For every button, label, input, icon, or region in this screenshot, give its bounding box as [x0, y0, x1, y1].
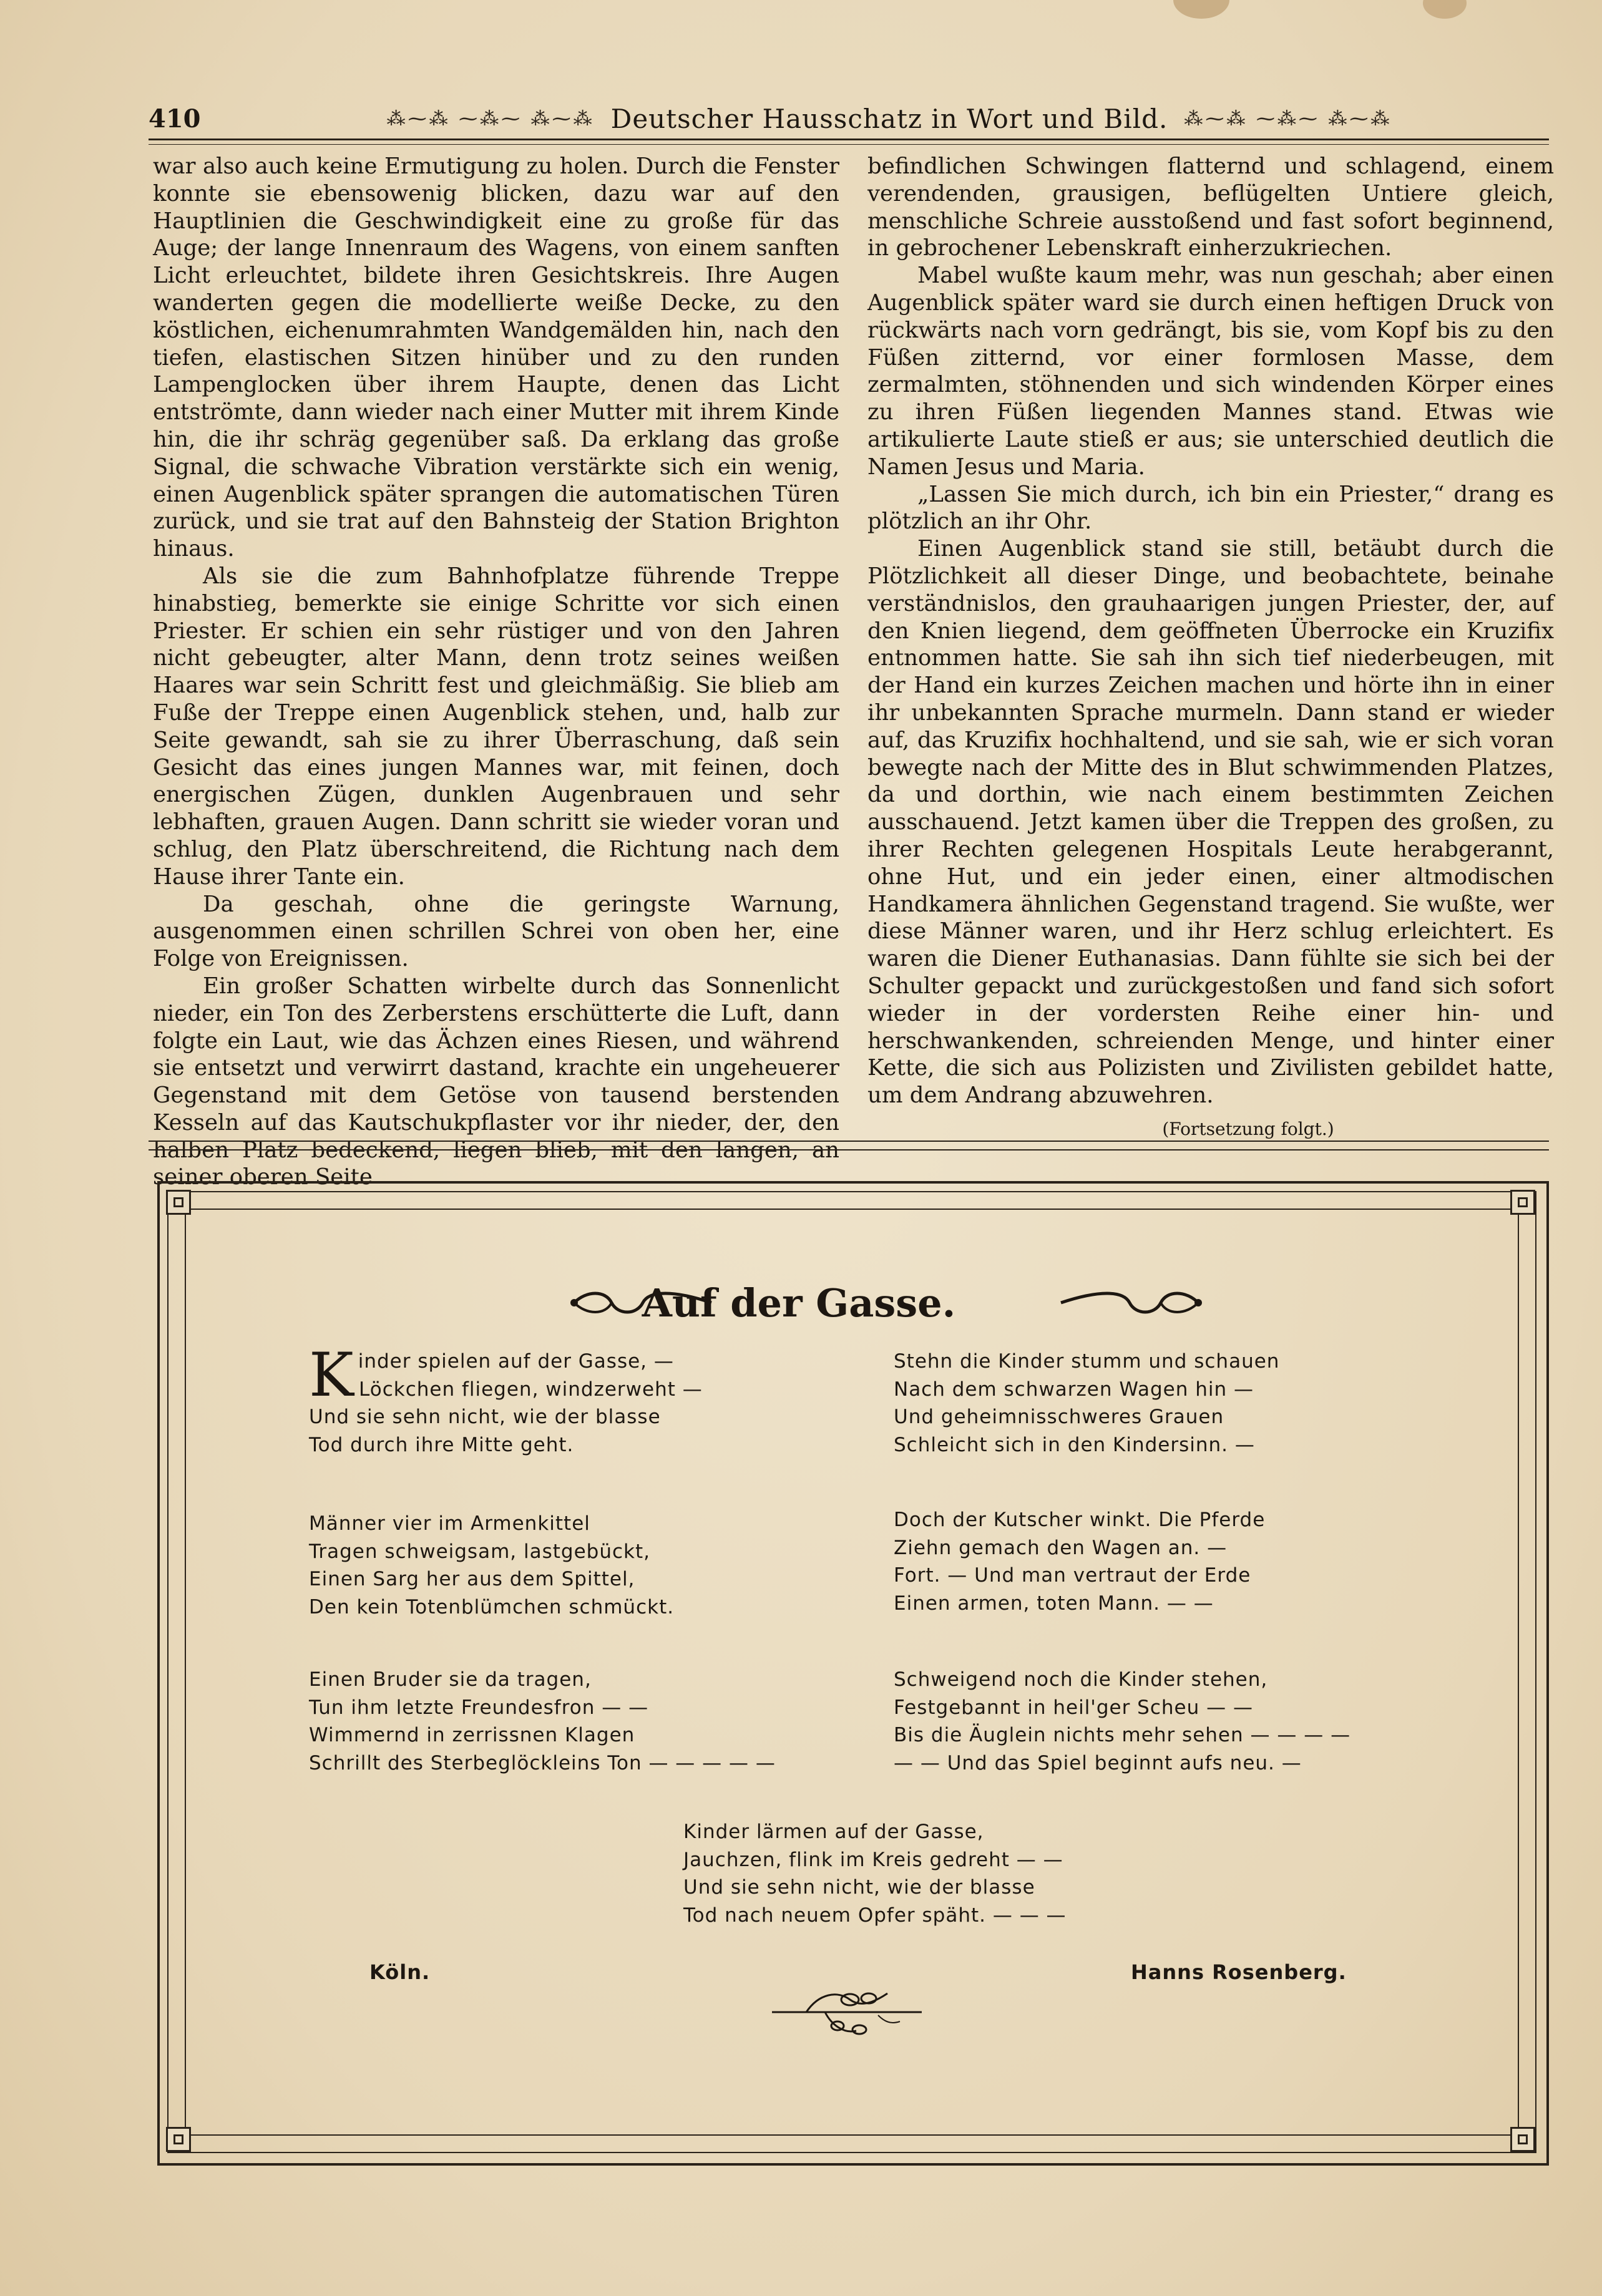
page-number: 410 [149, 104, 201, 134]
frame-corner-icon [1510, 2127, 1535, 2152]
header-title-group [230, 104, 1549, 134]
paragraph: Da geschah, ohne die geringste Warnung, ausgenommen einen schrillen Schrei von oben her, eine Folge von Ereignissen. [153, 891, 839, 972]
drop-cap: K [309, 1340, 354, 1410]
paragraph: Als sie die zum Bahnhofplatze führende Treppe hinabstieg, bemerkte sie einige Schritte vor sich einen Priester. Er schien ein sehr rüstiger und von den Jahren nicht gebeugter, alter Mann, denn trotz seines weißen Haares war sein Schritt fest und gleichmäßig. Sie blieb am Fuße der Treppe einen Augenblick stehen, und, halb zur Seite gewandt, sah sie zu ihrer Überraschung, daß sein Gesicht das eines jungen Mannes war, mit feinen, doch energischen Zügen, dunklen Augenbrauen und sehr lebhaften, grauen Augen. Dann schritt sie wieder voran und schlug, den Platz überschreitend, die Richtung nach dem Hause ihrer Tante ein. [153, 563, 839, 890]
paper-stain [1423, 0, 1467, 19]
poem-line: Den kein Totenblümchen schmückt. [309, 1595, 675, 1618]
poem-stanza [894, 1666, 1350, 1777]
poem-line: Einen Sarg her aus dem Spittel, [309, 1568, 635, 1590]
poem-line: Löckchen fliegen, windzerweht — [359, 1378, 703, 1401]
section-separator [149, 1141, 1549, 1150]
continued-note: (Fortsetzung folgt.) [1162, 1118, 1334, 1139]
poem-line: Ziehn gemach den Wagen an. — [894, 1536, 1228, 1559]
poem-line: Stehn die Kinder stumm und schauen [894, 1350, 1280, 1373]
paragraph: Einen Augenblick stand sie still, betäubt durch die Plötzlichkeit all dieser Dinge, und beobachtete, beinahe verständnislos, den grauhaarigen jungen Priester, der, auf den Knien liegend, dem geöffneten Überrocke ein Kruzifix entnommen hatte. Sie sah ihn sich tief niederbeugen, mit der Hand ein kurzes Zeichen machen und hörte ihn in einer ihr unbekannten Sprache murmeln. Dann stand er wieder auf, das Kruzifix hochhaltend, und sie sah, wie er sich voran bewegte nach der Mitte des in Blut schwimmenden Platzes, da und dorthin, wie nach einem bestimmten Zeichen ausschauend. Jetzt kamen über die Treppen des großen, zu ihrer Rechten gelegenen Hospitals Leute herabgerannt, ohne Hut, und ein jeder einen, einer altmodischen Handkamera ähnlichen Gegenstand tragend. Sie wußte, wer diese Männer waren, und ihr Herz schlug erleichtert. Es waren die Diener Euthanasias. Dann fühlte sie sich bei der Schulter gepackt und zurückgestoßen und fand sich sofort wieder in der vordersten Reihe einer hin- und herschwankenden, schreienden Menge, und hinter einer Kette, die sich aus Polizisten und Zivilisten gebildet hatte, um dem Andrang abzuwehren. [867, 536, 1554, 1109]
article-column-right [867, 153, 1554, 1143]
paragraph: „Lassen Sie mich durch, ich bin ein Priester,“ drang es plötzlich an ihr Ohr. [867, 481, 1554, 535]
poem-line: Fort. — Und man vertraut der Erde [894, 1564, 1251, 1587]
poem-place: Köln. [369, 1960, 431, 1984]
poem-line: Tragen schweigsam, lastgebückt, [309, 1540, 650, 1563]
paragraph: Mabel wußte kaum mehr, was nun geschah; aber einen Augenblick später ward sie durch einen heftigen Druck von rückwärts nach vorn gedrängt, bis sie, vom Kopf bis zu den Füßen zitternd, vor einer formlosen Masse, dem zermalmten, stöhnenden und sich windenden Körper eines zu ihren Füßen liegenden Mannes stand. Etwas wie artikulierte Laute stieß er aus; sie unterschied deutlich die Namen Jesus und Maria. [867, 263, 1554, 480]
paragraph: war also auch keine Ermutigung zu holen. Durch die Fenster konnte sie ebensowenig blicken, dazu war auf den Hauptlinien die Geschwindigkeit eine zu große für das Auge; der lange Innenraum des Wagens, von einem sanften Licht erleuchtet, bildete ihren Gesichtskreis. Ihre Augen wanderten gegen die modellierte weiße Decke, zu den köstlichen, eichenumrahmten Wandgemälden hin, nach den tiefen, elastischen Sitzen hinüber und zu den runden Lampenglocken über ihrem Haupte, denen das Licht entströmte, dann wieder nach einer Mutter mit ihrem Kinde hin, die ihr schräg gegenüber saß. Da erklang das große Signal, die schwache Vibration verstärkte sich ein wenig, einen Augenblick später sprangen die automatischen Türen zurück, und sie trat auf den Bahnsteig der Station Brighton hinaus. [153, 153, 839, 562]
poem-line: Und sie sehn nicht, wie der blasse [683, 1876, 1035, 1899]
poem-stanza [683, 1818, 1067, 1929]
poem-stanza [309, 1666, 776, 1777]
poem-line: — — Und das Spiel beginnt aufs neu. — [894, 1751, 1302, 1774]
poem-line: Doch der Kutscher winkt. Die Pferde [894, 1509, 1266, 1531]
poem-line: Tod nach neuem Opfer späht. — — — [683, 1904, 1067, 1927]
poem-line: Wimmernd in zerrissnen Klagen [309, 1724, 635, 1746]
poem-line: Bis die Äuglein nichts mehr sehen — — — — [894, 1724, 1351, 1746]
poem-line: Tod durch ihre Mitte geht. [309, 1433, 574, 1456]
poem-line: Jauchzen, flink im Kreis gedreht — — [683, 1848, 1063, 1871]
poem-author: Hanns Rosenberg. [1131, 1960, 1347, 1984]
article-column-left [153, 153, 839, 1191]
poem-line: Und geheimnisschweres Grauen [894, 1406, 1224, 1428]
poem-title: Auf der Gasse. [642, 1280, 956, 1326]
poem-line: Und sie sehn nicht, wie der blasse [309, 1406, 661, 1428]
poem-line: Festgebannt in heil'ger Scheu — — [894, 1696, 1253, 1719]
poem-stanza [894, 1506, 1265, 1617]
frame-corner-icon [1510, 1190, 1535, 1215]
poem-stanza [894, 1348, 1279, 1459]
poem-stanza [309, 1340, 703, 1459]
poem-line: Schweigend noch die Kinder stehen, [894, 1668, 1268, 1691]
frame-corner-icon [166, 2127, 191, 2152]
poem-line: Einen Bruder sie da tragen, [309, 1668, 592, 1691]
poem-stanza [309, 1510, 674, 1621]
page-header [149, 100, 1549, 137]
poem-line: Schleicht sich in den Kindersinn. — [894, 1433, 1255, 1456]
header-rule [149, 139, 1549, 145]
title-ornament-icon [1055, 1290, 1204, 1315]
ornament-icon: ⁂⁓⁂ ⁓⁂⁓ ⁂⁓⁂ [386, 107, 595, 130]
poem-line: Tun ihm letzte Freundesfron — — [309, 1696, 649, 1719]
paragraph: Ein großer Schatten wirbelte durch das Sonnenlicht nieder, ein Ton des Zerberstens erschütterte die Luft, dann folgte ein Laut, wie das Ächzen eines Riesen, und während sie entsetzt und verwirrt dastand, krachte ein ungeheuerer Gegenstand mit dem Getöse von tausend berstenden Kesseln auf das Kautschukpflaster vor ihr nieder, der, den halben Platz bedeckend, liegen blieb, mit den langen, an seiner oberen Seite [153, 973, 839, 1190]
poem-line: Männer vier im Armenkittel [309, 1512, 590, 1535]
poem-line: Schrillt des Sterbeglöckleins Ton — — — — — [309, 1751, 776, 1774]
ornament-icon: ⁂⁓⁂ ⁓⁂⁓ ⁂⁓⁂ [1184, 107, 1392, 130]
publication-title: Deutscher Hausschatz in Wort und Bild. [610, 103, 1168, 134]
poem-line: Einen armen, toten Mann. — — [894, 1592, 1214, 1615]
poem-line: inder spielen auf der Gasse, — [358, 1350, 674, 1373]
poem-line: Kinder lärmen auf der Gasse, [683, 1821, 984, 1843]
frame-corner-icon [166, 1190, 191, 1215]
paper-stain [1173, 0, 1229, 19]
poem-line: Nach dem schwarzen Wagen hin — [894, 1378, 1254, 1401]
flower-vignette-icon [769, 1981, 925, 2043]
paragraph: befindlichen Schwingen flatternd und schlagend, einem verendenden, grausigen, beflügelten Untiere gleich, menschliche Schreie ausstoßend und fast sofort beginnend, in gebrochener Lebenskraft einherzukriechen. [867, 153, 1554, 261]
